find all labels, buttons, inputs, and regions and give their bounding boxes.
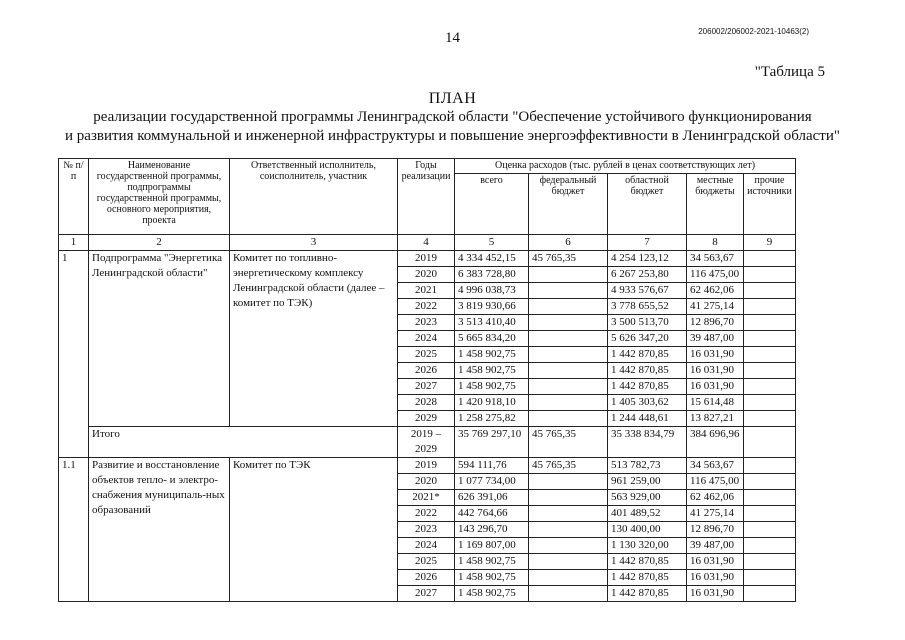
column-number: 1 <box>59 235 89 251</box>
header-regional: областной бюджет <box>608 174 687 235</box>
header-years: Годы реализации <box>398 159 455 235</box>
year-cell: 2024 <box>398 331 455 347</box>
column-number: 2 <box>89 235 230 251</box>
header-cost-group: Оценка расходов (тыс. рублей в ценах соответствующих лет) <box>455 159 796 174</box>
value-local: 12 896,70 <box>687 522 744 538</box>
program-executor: Комитет по ТЭК <box>230 458 398 602</box>
value-local: 39 487,00 <box>687 538 744 554</box>
value-federal <box>529 331 608 347</box>
page-number: 14 <box>445 30 460 46</box>
value-federal <box>529 411 608 427</box>
value-regional: 1 405 303,62 <box>608 395 687 411</box>
value-regional: 961 259,00 <box>608 474 687 490</box>
value-other <box>744 251 796 267</box>
value-local: 116 475,00 <box>687 267 744 283</box>
value-federal <box>529 315 608 331</box>
value-local: 62 462,06 <box>687 283 744 299</box>
header-num: № п/п <box>59 159 89 235</box>
table-row <box>59 458 796 474</box>
total-label: Итого <box>89 427 230 458</box>
value-regional: 563 929,00 <box>608 490 687 506</box>
value-federal <box>529 347 608 363</box>
value-local: 62 462,06 <box>687 490 744 506</box>
value-other <box>744 283 796 299</box>
value-other <box>744 522 796 538</box>
year-cell: 2019 <box>398 458 455 474</box>
value-other <box>744 299 796 315</box>
value-regional: 3 500 513,70 <box>608 315 687 331</box>
value-total: 6 383 728,80 <box>455 267 529 283</box>
header-row-1 <box>59 159 796 174</box>
column-number: 9 <box>744 235 796 251</box>
year-cell: 2023 <box>398 315 455 331</box>
value-other <box>744 379 796 395</box>
value-federal <box>529 522 608 538</box>
value-federal <box>529 474 608 490</box>
value-local: 16 031,90 <box>687 570 744 586</box>
value-local: 16 031,90 <box>687 347 744 363</box>
year-cell: 2020 <box>398 474 455 490</box>
value-federal <box>529 570 608 586</box>
column-number: 3 <box>230 235 398 251</box>
total-total: 35 769 297,10 <box>455 427 529 458</box>
document-id: 206002/206002-2021-10463(2) <box>698 27 809 36</box>
total-local: 384 696,96 <box>687 427 744 458</box>
column-number: 5 <box>455 235 529 251</box>
year-cell: 2029 <box>398 411 455 427</box>
value-other <box>744 506 796 522</box>
value-regional: 1 442 870,85 <box>608 347 687 363</box>
total-row <box>59 427 796 458</box>
year-cell: 2025 <box>398 347 455 363</box>
value-local: 16 031,90 <box>687 586 744 602</box>
value-regional: 1 442 870,85 <box>608 554 687 570</box>
year-cell: 2020 <box>398 267 455 283</box>
plan-table-body <box>59 251 796 602</box>
value-total: 1 458 902,75 <box>455 570 529 586</box>
value-federal <box>529 538 608 554</box>
total-label-spacer <box>230 427 398 458</box>
total-regional: 35 338 834,79 <box>608 427 687 458</box>
plan-subtitle-line-2: и развития коммунальной и инженерной инфраструктуры и повышение энергоэффективности в Ленинградской области" <box>65 128 840 144</box>
value-regional: 1 442 870,85 <box>608 586 687 602</box>
total-other <box>744 427 796 458</box>
year-cell: 2019 <box>398 251 455 267</box>
header-total: всего <box>455 174 529 235</box>
value-total: 1 458 902,75 <box>455 586 529 602</box>
value-local: 116 475,00 <box>687 474 744 490</box>
value-total: 1 458 902,75 <box>455 347 529 363</box>
table-row <box>59 251 796 267</box>
value-total: 1 420 918,10 <box>455 395 529 411</box>
header-local: местные бюджеты <box>687 174 744 235</box>
value-other <box>744 315 796 331</box>
value-total: 1 258 275,82 <box>455 411 529 427</box>
program-name: Развитие и восстановление объектов тепло- и электро-снабжения муниципаль-ных образований <box>89 458 230 602</box>
value-local: 16 031,90 <box>687 363 744 379</box>
value-other <box>744 458 796 474</box>
row-number: 1.1 <box>59 458 89 602</box>
year-cell: 2026 <box>398 570 455 586</box>
value-federal <box>529 554 608 570</box>
total-years: 2019 – 2029 <box>398 427 455 458</box>
value-regional: 513 782,73 <box>608 458 687 474</box>
value-federal <box>529 283 608 299</box>
value-total: 4 334 452,15 <box>455 251 529 267</box>
value-regional: 1 442 870,85 <box>608 379 687 395</box>
value-other <box>744 331 796 347</box>
value-regional: 1 442 870,85 <box>608 570 687 586</box>
value-total: 626 391,06 <box>455 490 529 506</box>
value-regional: 5 626 347,20 <box>608 331 687 347</box>
value-total: 1 458 902,75 <box>455 554 529 570</box>
value-local: 34 563,67 <box>687 251 744 267</box>
year-cell: 2022 <box>398 299 455 315</box>
value-local: 16 031,90 <box>687 379 744 395</box>
year-cell: 2026 <box>398 363 455 379</box>
value-other <box>744 490 796 506</box>
row-number: 1 <box>59 251 89 458</box>
header-name: Наименование государственной программы, подпрограммы государственной программы, основного мероприятия, проекта <box>89 159 230 235</box>
year-cell: 2021* <box>398 490 455 506</box>
value-total: 3 513 410,40 <box>455 315 529 331</box>
column-number: 7 <box>608 235 687 251</box>
column-number-row <box>59 235 796 251</box>
value-total: 5 665 834,20 <box>455 331 529 347</box>
value-regional: 401 489,52 <box>608 506 687 522</box>
value-total: 594 111,76 <box>455 458 529 474</box>
plan-title: ПЛАН <box>428 90 477 107</box>
value-total: 3 819 930,66 <box>455 299 529 315</box>
value-local: 12 896,70 <box>687 315 744 331</box>
year-cell: 2025 <box>398 554 455 570</box>
value-federal <box>529 379 608 395</box>
value-total: 1 077 734,00 <box>455 474 529 490</box>
value-other <box>744 411 796 427</box>
value-federal <box>529 267 608 283</box>
value-federal <box>529 506 608 522</box>
value-federal <box>529 363 608 379</box>
value-other <box>744 554 796 570</box>
value-other <box>744 347 796 363</box>
value-other <box>744 267 796 283</box>
value-total: 1 458 902,75 <box>455 363 529 379</box>
value-local: 41 275,14 <box>687 506 744 522</box>
program-name: Подпрограмма "Энергетика Ленинградской области" <box>89 251 230 427</box>
value-local: 39 487,00 <box>687 331 744 347</box>
year-cell: 2024 <box>398 538 455 554</box>
value-federal <box>529 299 608 315</box>
value-federal <box>529 395 608 411</box>
header-executor: Ответственный исполнитель, соисполнитель, участник <box>230 159 398 235</box>
value-regional: 4 254 123,12 <box>608 251 687 267</box>
header-federal: федеральный бюджет <box>529 174 608 235</box>
value-other <box>744 570 796 586</box>
column-number: 8 <box>687 235 744 251</box>
total-federal: 45 765,35 <box>529 427 608 458</box>
value-other <box>744 474 796 490</box>
value-other <box>744 363 796 379</box>
value-total: 143 296,70 <box>455 522 529 538</box>
value-federal: 45 765,35 <box>529 458 608 474</box>
year-cell: 2022 <box>398 506 455 522</box>
value-regional: 1 130 320,00 <box>608 538 687 554</box>
value-local: 13 827,21 <box>687 411 744 427</box>
value-total: 4 996 038,73 <box>455 283 529 299</box>
program-executor: Комитет по топливно-энергетическому комплексу Ленинградской области (далее – комитет по ТЭК) <box>230 251 398 427</box>
value-regional: 4 933 576,67 <box>608 283 687 299</box>
value-regional: 6 267 253,80 <box>608 267 687 283</box>
value-regional: 1 442 870,85 <box>608 363 687 379</box>
year-cell: 2028 <box>398 395 455 411</box>
value-local: 41 275,14 <box>687 299 744 315</box>
value-regional: 3 778 655,52 <box>608 299 687 315</box>
value-local: 34 563,67 <box>687 458 744 474</box>
column-number: 6 <box>529 235 608 251</box>
plan-table <box>58 158 796 602</box>
value-local: 16 031,90 <box>687 554 744 570</box>
value-total: 1 458 902,75 <box>455 379 529 395</box>
value-other <box>744 586 796 602</box>
value-federal <box>529 586 608 602</box>
value-federal: 45 765,35 <box>529 251 608 267</box>
value-total: 442 764,66 <box>455 506 529 522</box>
value-other <box>744 395 796 411</box>
value-other <box>744 538 796 554</box>
table-reference: "Таблица 5 <box>754 64 825 80</box>
column-number: 4 <box>398 235 455 251</box>
plan-subtitle-line-1: реализации государственной программы Ленинградской области "Обеспечение устойчивого функционирования <box>93 109 812 125</box>
year-cell: 2021 <box>398 283 455 299</box>
year-cell: 2023 <box>398 522 455 538</box>
value-local: 15 614,48 <box>687 395 744 411</box>
value-regional: 1 244 448,61 <box>608 411 687 427</box>
value-regional: 130 400,00 <box>608 522 687 538</box>
header-other: прочие источники <box>744 174 796 235</box>
year-cell: 2027 <box>398 586 455 602</box>
year-cell: 2027 <box>398 379 455 395</box>
value-total: 1 169 807,00 <box>455 538 529 554</box>
value-federal <box>529 490 608 506</box>
